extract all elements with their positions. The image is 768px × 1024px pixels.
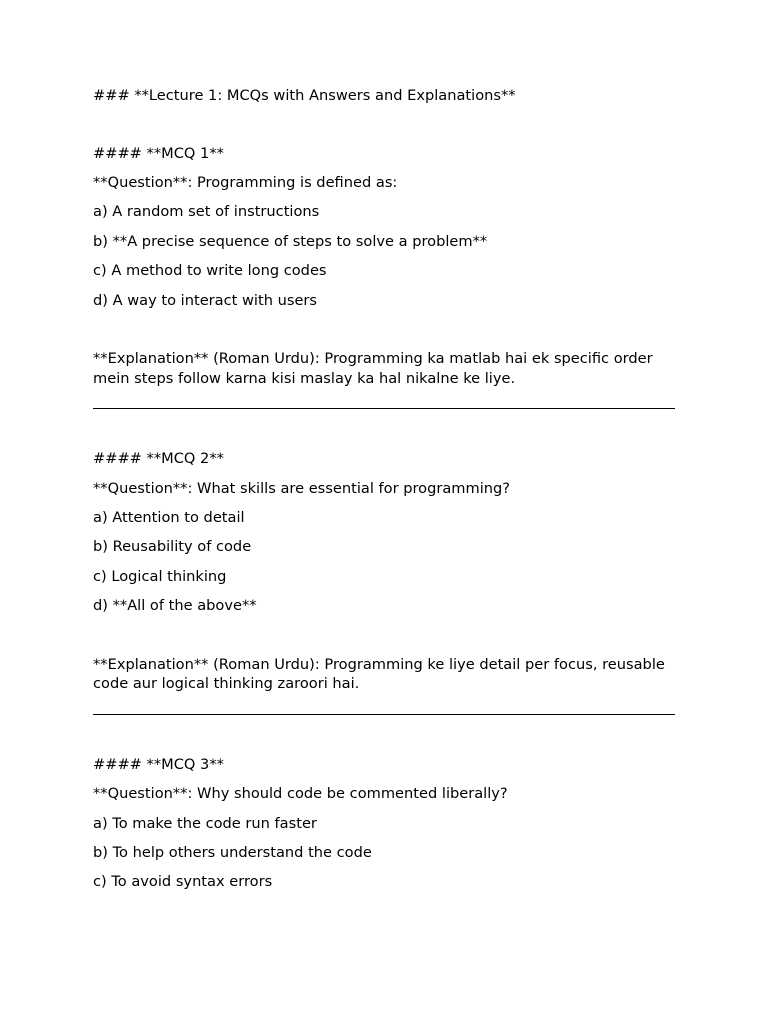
mcq-question: **Question**: Programming is defined as: [93,174,398,191]
mcq-heading: #### **MCQ 3** [93,755,224,773]
document-page [93,86,675,902]
mcq-option: b) To help others understand the code [93,843,372,861]
mcq-option: b) Reusability of code [93,538,252,556]
mcq-question: **Question**: Why should code be commented liberally? [93,785,508,803]
section-divider [93,714,675,715]
mcq-question: **Question**: What skills are essential for programming? [93,479,511,497]
mcq-option: c) A method to write long codes [93,262,327,280]
mcq-option: c) Logical thinking [93,567,227,585]
mcq-heading: #### **MCQ 1** [93,144,224,162]
mcq-option: a) To make the code run faster [93,814,317,832]
mcq-option: a) Attention to detail [93,508,245,526]
mcq-1 [93,144,675,389]
mcq-option: d) **All of the above** [93,597,257,615]
mcq-heading: #### **MCQ 2** [93,450,224,468]
mcq-option: a) A random set of instructions [93,203,320,221]
mcq-3 [93,755,675,892]
section-divider [93,408,675,409]
mcq-option: c) To avoid syntax errors [93,873,273,891]
mcq-explanation: **Explanation** (Roman Urdu): Programming ke liye detail per focus, reusable code aur logical thinking zaroori hai. [93,655,665,693]
mcq-option: b) **A precise sequence of steps to solve a problem** [93,232,488,250]
mcq-explanation: **Explanation** (Roman Urdu): Programming ka matlab hai ek specific order mein steps follow karna kisi maslay ka hal nikalne ke liye. [93,350,653,387]
mcq-option: d) A way to interact with users [93,291,318,309]
document-title: ### **Lecture 1: MCQs with Answers and Explanations** [93,87,516,104]
mcq-2 [93,449,675,694]
